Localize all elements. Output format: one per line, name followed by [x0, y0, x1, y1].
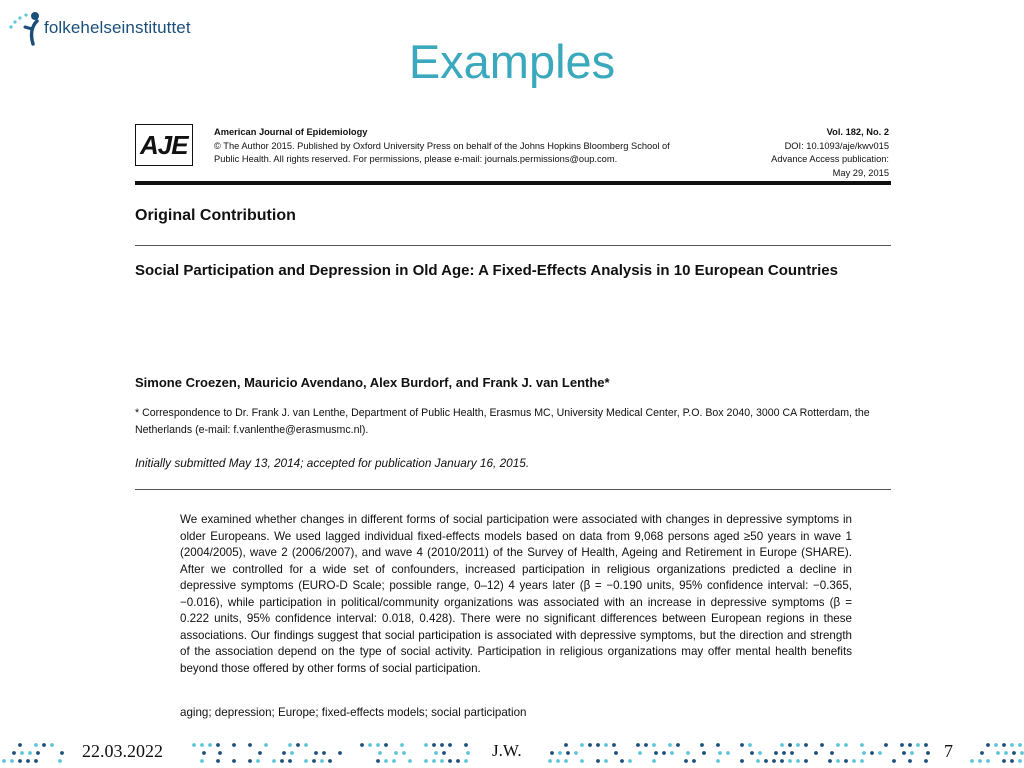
dot	[272, 759, 276, 763]
dot	[368, 743, 372, 747]
dot	[924, 743, 928, 747]
dot	[28, 751, 32, 755]
dot	[908, 759, 912, 763]
dot	[320, 759, 324, 763]
dot	[60, 751, 64, 755]
dot	[304, 743, 308, 747]
dot	[676, 743, 680, 747]
dot	[668, 743, 672, 747]
dot	[836, 743, 840, 747]
copyright-line-2: Public Health. All rights reserved. For permissions, please e-mail: journals.permissions@oup.com.	[214, 154, 618, 165]
dot	[844, 759, 848, 763]
dot	[432, 743, 436, 747]
dot	[338, 751, 342, 755]
dot	[1002, 759, 1006, 763]
dot	[764, 759, 768, 763]
dot	[392, 759, 396, 763]
dot	[258, 751, 262, 755]
dot	[264, 743, 268, 747]
dot	[852, 759, 856, 763]
dot	[978, 759, 982, 763]
access-label: Advance Access publication:	[771, 154, 889, 165]
dot-pattern	[546, 740, 930, 766]
dot	[280, 759, 284, 763]
dot	[442, 751, 446, 755]
publication-date: May 29, 2015	[832, 167, 889, 178]
dot	[296, 743, 300, 747]
keywords: aging; depression; Europe; fixed-effects models; social participation	[180, 706, 527, 719]
dot	[604, 759, 608, 763]
dot	[860, 759, 864, 763]
dot	[58, 759, 62, 763]
dot	[384, 743, 388, 747]
dot	[394, 751, 398, 755]
dot	[288, 759, 292, 763]
dot-pattern	[190, 740, 478, 766]
dot	[878, 751, 882, 755]
dot	[256, 759, 260, 763]
dot	[926, 751, 930, 755]
dot	[788, 759, 792, 763]
dot	[376, 759, 380, 763]
dot	[758, 751, 762, 755]
dot	[748, 743, 752, 747]
dot	[772, 759, 776, 763]
dot	[604, 743, 608, 747]
dot	[216, 759, 220, 763]
dot	[596, 743, 600, 747]
dot	[1018, 759, 1022, 763]
dot	[862, 751, 866, 755]
dot	[986, 759, 990, 763]
dot	[42, 743, 46, 747]
dot	[916, 743, 920, 747]
dot	[424, 759, 428, 763]
dot	[684, 759, 688, 763]
dot	[788, 743, 792, 747]
dot	[780, 743, 784, 747]
dot	[288, 743, 292, 747]
dot	[884, 743, 888, 747]
dot	[836, 759, 840, 763]
dot	[686, 751, 690, 755]
dot	[312, 759, 316, 763]
dot	[402, 751, 406, 755]
dot	[830, 751, 834, 755]
footer-date: 22.03.2022	[82, 741, 163, 761]
dot	[466, 751, 470, 755]
dot	[314, 751, 318, 755]
journal-abbrev: AJE	[140, 130, 188, 160]
dot	[1012, 751, 1016, 755]
dot	[232, 759, 236, 763]
dot	[1018, 743, 1022, 747]
dot	[702, 751, 706, 755]
dot	[432, 759, 436, 763]
submission-dates: Initially submitted May 13, 2014; accepted for publication January 16, 2015.	[135, 456, 530, 470]
dot	[360, 743, 364, 747]
dot	[828, 759, 832, 763]
dot	[18, 743, 22, 747]
dot-pattern	[0, 740, 70, 766]
dot	[870, 751, 874, 755]
dot	[18, 759, 22, 763]
dot	[580, 759, 584, 763]
dot	[26, 759, 30, 763]
dot	[548, 759, 552, 763]
authors: Simone Croezen, Mauricio Avendano, Alex Burdorf, and Frank J. van Lenthe*	[135, 375, 610, 390]
dot	[700, 743, 704, 747]
dot	[796, 743, 800, 747]
publication-info	[771, 126, 889, 180]
dot	[574, 751, 578, 755]
dot	[774, 751, 778, 755]
dot	[662, 751, 666, 755]
abstract: We examined whether changes in different forms of social participation were associated with changes in depressive symptoms in older Europeans. We used lagged individual fixed-effects models based on data from 9,068 persons aged ≥50 years in wave 1 (2004/2005), wave 2 (2006/2007), and wave 4 (2010/2011) of the Survey of Health, Ageing and Retirement in Europe (SHARE). After we controlled for a wide set of confounders, increased participation in religious organizations predicted a decline in depressive symptoms (EURO-D Scale; possible range, 0–12) 4 years later (β = −0.190 units, 95% confidence interval: −0.365, −0.016), while participation in political/community organizations was associated with an increase in depressive symptoms (β = 0.222 units, 95% confidence interval: 0.018, 0.428). There were no significant differences between European regions in these associations. Our findings suggest that social participation is associated with depressive symptoms, but the direction and strength of the association depend on the type of social activity. Participation in religious organizations may offer mental health benefits beyond those offered by other forms of social participation.	[180, 513, 852, 675]
dot	[790, 751, 794, 755]
dot	[424, 743, 428, 747]
doi: DOI: 10.1093/aje/kwv015	[784, 140, 889, 151]
dot	[566, 751, 570, 755]
journal-name: American Journal of Epidemiology	[214, 127, 368, 137]
dot	[716, 743, 720, 747]
dot	[692, 759, 696, 763]
dot	[448, 743, 452, 747]
dot	[248, 743, 252, 747]
dot	[796, 759, 800, 763]
dot	[644, 743, 648, 747]
dot	[924, 759, 928, 763]
dot	[652, 743, 656, 747]
rule	[135, 245, 891, 246]
dot	[2, 759, 6, 763]
dot	[1020, 751, 1024, 755]
dot	[464, 743, 468, 747]
dot	[456, 759, 460, 763]
dot	[1010, 759, 1014, 763]
dot	[892, 759, 896, 763]
dot	[564, 743, 568, 747]
dot	[232, 743, 236, 747]
dot	[814, 751, 818, 755]
dot	[804, 759, 808, 763]
dot	[12, 751, 16, 755]
dot	[36, 751, 40, 755]
dot	[556, 759, 560, 763]
dot	[192, 743, 196, 747]
dot	[980, 751, 984, 755]
dot	[902, 751, 906, 755]
dot	[780, 759, 784, 763]
slide-title: Examples	[408, 35, 616, 88]
dot	[550, 751, 554, 755]
rule	[135, 489, 891, 490]
dot	[408, 759, 412, 763]
dot	[782, 751, 786, 755]
dot	[620, 759, 624, 763]
dot	[612, 743, 616, 747]
dot	[400, 743, 404, 747]
volume: Vol. 182, No. 2	[826, 127, 889, 137]
dot	[328, 759, 332, 763]
dot	[652, 759, 656, 763]
dot	[910, 751, 914, 755]
dot	[844, 743, 848, 747]
dot	[740, 759, 744, 763]
dot	[218, 751, 222, 755]
dot	[434, 751, 438, 755]
dot	[200, 743, 204, 747]
dot	[50, 743, 54, 747]
dot	[558, 751, 562, 755]
dot	[596, 759, 600, 763]
dot	[202, 751, 206, 755]
dot	[638, 751, 642, 755]
dot	[654, 751, 658, 755]
dot	[718, 751, 722, 755]
dot	[986, 743, 990, 747]
dot	[376, 743, 380, 747]
dot	[282, 751, 286, 755]
logo-text: folkehelseinstituttet	[44, 18, 191, 37]
dot	[726, 751, 730, 755]
dot	[820, 743, 824, 747]
section-heading: Original Contribution	[135, 207, 296, 224]
header-rule	[135, 181, 891, 185]
dot	[908, 743, 912, 747]
dot	[464, 759, 468, 763]
paper-title: Social Participation and Depression in Old Age: A Fixed-Effects Analysis in 10 European Countries	[135, 262, 838, 279]
dot	[636, 743, 640, 747]
paper-excerpt	[118, 112, 908, 730]
dot	[384, 759, 388, 763]
page-number: 7	[944, 741, 953, 761]
dot	[248, 759, 252, 763]
dot	[750, 751, 754, 755]
dot	[290, 751, 294, 755]
dot	[448, 759, 452, 763]
dot	[614, 751, 618, 755]
dot	[716, 759, 720, 763]
dot	[378, 751, 382, 755]
dot	[34, 743, 38, 747]
dot	[628, 759, 632, 763]
dot	[304, 759, 308, 763]
dot	[580, 743, 584, 747]
journal-info	[214, 126, 670, 167]
dot	[740, 743, 744, 747]
dot	[20, 751, 24, 755]
copyright-line-1: © The Author 2015. Published by Oxford University Press on behalf of the Johns Hopkins Bloomberg School of	[214, 140, 670, 151]
dot	[216, 743, 220, 747]
dot	[588, 743, 592, 747]
dot-pattern	[968, 740, 1024, 766]
dot	[970, 759, 974, 763]
dot	[564, 759, 568, 763]
dot	[860, 743, 864, 747]
dot	[994, 743, 998, 747]
dot	[200, 759, 204, 763]
dot	[996, 751, 1000, 755]
dot	[208, 743, 212, 747]
footer-author: J.W.	[492, 741, 522, 760]
dot	[34, 759, 38, 763]
dot	[1010, 743, 1014, 747]
dot	[670, 751, 674, 755]
dot	[900, 743, 904, 747]
dot	[804, 743, 808, 747]
dot	[1002, 743, 1006, 747]
dot	[440, 743, 444, 747]
dot	[1004, 751, 1008, 755]
correspondence: * Correspondence to Dr. Frank J. van Lenthe, Department of Public Health, Erasmus MC, University Medical Center, P.O. Box 2040, 3000 CA Rotterdam, the Netherlands (e-mail: f.vanlenthe@erasmusmc.nl).	[135, 407, 870, 436]
dot	[10, 759, 14, 763]
dot	[756, 759, 760, 763]
dot	[440, 759, 444, 763]
journal-logo	[135, 124, 193, 166]
dot	[322, 751, 326, 755]
